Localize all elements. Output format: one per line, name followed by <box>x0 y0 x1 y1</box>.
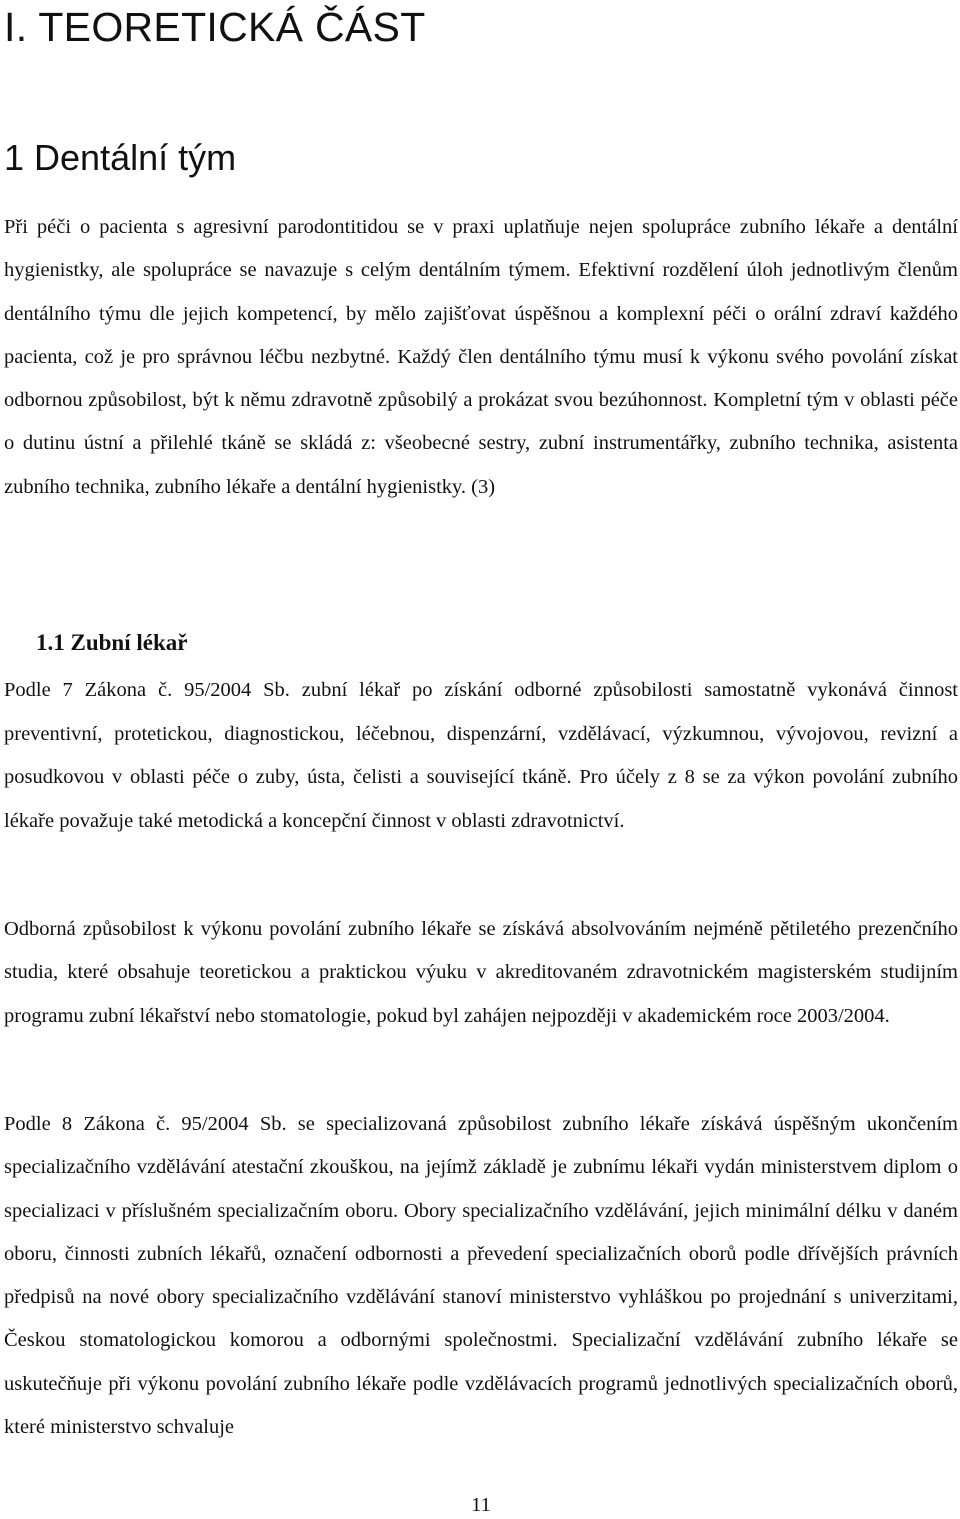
section-title: 1.1 Zubní lékař <box>36 630 188 655</box>
chapter-title: 1 Dentální tým <box>4 137 237 178</box>
page-number: 11 <box>471 1494 491 1516</box>
part-title: I. TEORETICKÁ ČÁST <box>4 4 426 50</box>
paragraph-dental-team: Při péči o pacienta s agresivní parodontitidou se v praxi uplatňuje nejen spolupráce zubního lékaře a dentální hygienistky, ale spolupráce se navazuje s celým dentálním týmem. Efektivní rozdělení úloh jednotlivým členům dentálního týmu dle jejich kompetencí, by mělo zajišťovat úspěšnou a komplexní péči o orální zdraví každého pacienta, což je pro správnou léčbu nezbytné. Každý člen dentálního týmu musí k výkonu svého povolání získat odbornou způsobilost, být k němu zdravotně způsobilý a prokázat svou bezúhonnost. Kompletní tým v oblasti péče o dutinu ústní a přilehlé tkáně se skládá z: všeobecné sestry, zubní instrumentářky, zubního technika, asistenta zubního technika, zubního lékaře a dentální hygienistky. (3) <box>4 216 958 498</box>
paragraph-law-7: Podle 7 Zákona č. 95/2004 Sb. zubní lékař po získání odborné způsobilosti samostatně vykonává činnost preventivní, protetickou, diagnostickou, léčebnou, dispenzární, vzdělávací, výzkumnou, vývojovou, revizní a posudkovou v oblasti péče o zuby, ústa, čelisti a související tkáně. Pro účely z 8 se za výkon povolání zubního lékaře považuje také metodická a koncepční činnost v oblasti zdravotnictví. <box>4 679 958 832</box>
paragraph-law-8: Podle 8 Zákona č. 95/2004 Sb. se specializovaná způsobilost zubního lékaře získává úspěšným ukončením specializačního vzdělávání atestační zkouškou, na jejímž základě je zubnímu lékaři vydán ministerstvem diplom o specializaci v příslušném specializačním oboru. Obory specializačního vzdělávání, jejich minimální délku v daném oboru, činnosti zubních lékařů, označení odbornosti a převedení specializačních oborů podle dřívějších právních předpisů na nové obory specializačního vzdělávání stanoví ministerstvo vyhláškou po projednání s univerzitami, Českou stomatologickou komorou a odbornými společnostmi. Specializační vzdělávání zubního lékaře se uskutečňuje při výkonu povolání zubního lékaře podle vzdělávacích programů jednotlivých specializačních oborů, které ministerstvo schvaluje <box>4 1113 958 1439</box>
document-page <box>4 0 958 1519</box>
paragraph-qualification: Odborná způsobilost k výkonu povolání zubního lékaře se získává absolvováním nejméně pětiletého prezenčního studia, které obsahuje teoretickou a praktickou výuku v akreditovaném zdravotnickém magisterském studijním programu zubní lékařství nebo stomatologie, pokud byl zahájen nejpozději v akademickém roce 2003/2004. <box>4 918 958 1027</box>
